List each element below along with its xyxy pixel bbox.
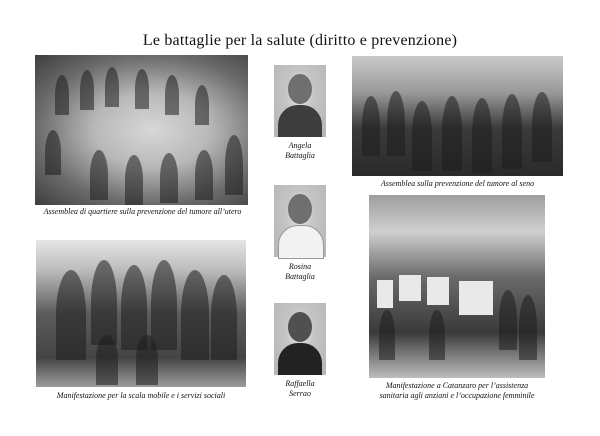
caption-assemblea-quartiere: Assemblea di quartiere sulla prevenzione del tumore all’utero: [43, 207, 242, 216]
page-title: Le battaglie per la salute (diritto e prevenzione): [142, 32, 458, 49]
portrait-caption-angela-battaglia: [262, 141, 338, 161]
portrait-last-name: Battaglia: [285, 272, 315, 281]
caption-manifestazione-scala-mobile: Manifestazione per la scala mobile e i servizi sociali: [56, 391, 226, 400]
portrait-last-name: Serrao: [289, 389, 311, 398]
portrait-caption-rosina-battaglia: [262, 262, 338, 282]
caption-manifestazione-catanzaro-line2: sanitaria agli anziani e l’occupazione femminile: [379, 391, 535, 400]
portrait-rosina-battaglia: [274, 185, 326, 257]
portrait-first-name: Angela: [288, 141, 312, 150]
portrait-raffaella-serrao: [274, 303, 326, 375]
photo-manifestazione-scala-mobile: [36, 240, 246, 387]
portrait-last-name: Battaglia: [285, 151, 315, 160]
portrait-caption-raffaella-serrao: [262, 379, 338, 399]
portrait-first-name: Raffaella: [285, 379, 315, 388]
photo-manifestazione-catanzaro: [369, 195, 545, 378]
caption-manifestazione-catanzaro-line1: Manifestazione a Catanzaro per l’assistenza: [385, 381, 529, 390]
caption-manifestazione-catanzaro: [357, 381, 557, 401]
portrait-angela-battaglia: [274, 65, 326, 137]
caption-assemblea-tumore-seno: Assemblea sulla prevenzione del tumore al seno: [380, 179, 535, 188]
portrait-first-name: Rosina: [288, 262, 312, 271]
photo-assemblea-quartiere: [35, 55, 248, 205]
photo-assemblea-tumore-seno: [352, 56, 563, 176]
